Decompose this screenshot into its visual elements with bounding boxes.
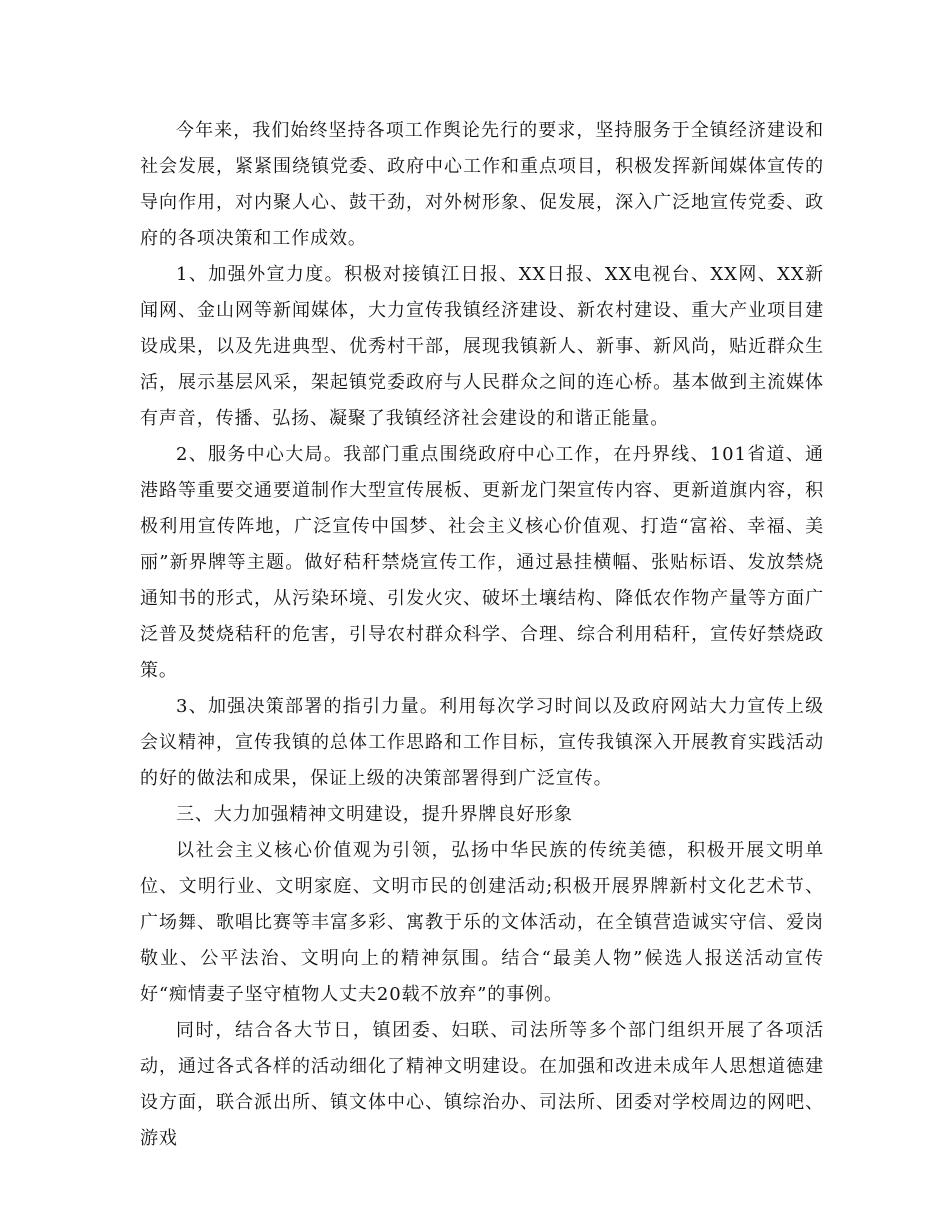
paragraph-core-values: 以社会主义核心价值观为引领，弘扬中华民族的传统美德，积极开展文明单位、文明行业、文明家庭、文明市民的创建活动;积极开展界牌新村文化艺术节、广场舞、歌唱比赛等丰富多彩、寓教于乐的文体活动，在全镇营造诚实守信、爱岗敬业、公平法治、文明向上的精神氛围。结合“最美人物”候选人报送活动宣传好“痴情妻子坚守植物人丈夫20载不放弃”的事例。: [140, 840, 824, 1005]
paragraph-intro: 今年来，我们始终坚持各项工作舆论先行的要求，坚持服务于全镇经济建设和社会发展，紧紧围绕镇党委、政府中心工作和重点项目，积极发挥新闻媒体宣传的导向作用，对内聚人心、鼓干劲，对外树形象、促发展，深入广泛地宣传党委、政府的各项决策和工作成效。: [140, 120, 824, 249]
paragraph-serve-center: 2、服务中心大局。我部门重点围绕政府中心工作，在丹界线、101省道、通港路等重要交通要道制作大型宣传展板、更新龙门架宣传内容、更新道旗内容，积极利用宣传阵地，广泛宣传中国梦、社会主义核心价值观、打造“富裕、幸福、美丽”新界牌等主题。做好秸秆禁烧宣传工作，通过悬挂横幅、张贴标语、发放禁烧通知书的形式，从污染环境、引发火灾、破坏土壤结构、降低农作物产量等方面广泛普及焚烧秸秆的危害，引导农村群众科学、合理、综合利用秸秆，宣传好禁烧政策。: [140, 444, 824, 681]
paragraph-external-publicity: 1、加强外宣力度。积极对接镇江日报、XX日报、XX电视台、XX网、XX新闻网、金山网等新闻媒体，大力宣传我镇经济建设、新农村建设、重大产业项目建设成果，以及先进典型、优秀村干部，展现我镇新人、新事、新风尚，贴近群众生活，展示基层风采，架起镇党委政府与人民群众之间的连心桥。基本做到主流媒体有声音，传播、弘扬、凝聚了我镇经济社会建设的和谐正能量。: [140, 264, 824, 429]
paragraph-festival-activities: 同时，结合各大节日，镇团委、妇联、司法所等多个部门组织开展了各项活动，通过各式各样的活动细化了精神文明建设。在加强和改进未成年人思想道德建设方面，联合派出所、镇文体中心、镇综治办、司法所、团委对学校周边的网吧、游戏: [140, 1020, 824, 1149]
section-heading-spiritual-civilization: 三、大力加强精神文明建设，提升界牌良好形象: [176, 804, 573, 825]
paragraph-decision-guidance: 3、加强决策部署的指引力量。利用每次学习时间以及政府网站大力宣传上级会议精神，宣传我镇的总体工作思路和工作目标，宣传我镇深入开展教育实践活动的好的做法和成果，保证上级的决策部署得到广泛宣传。: [140, 696, 824, 789]
document-body: [140, 113, 824, 1157]
